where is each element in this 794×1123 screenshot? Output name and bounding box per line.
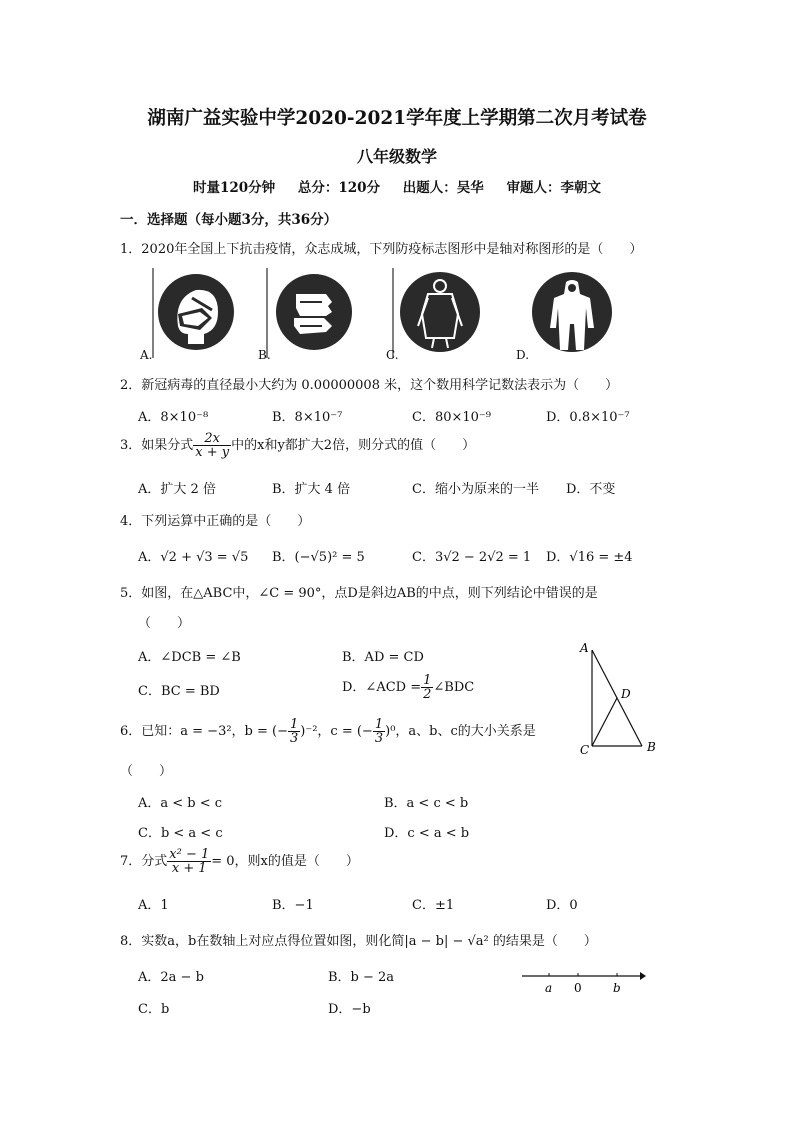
- exam-meta: [0, 176, 794, 196]
- question-3-fraction: [193, 432, 231, 459]
- question-3-fraction-numerator: 2x: [193, 432, 231, 446]
- question-7-fraction-denominator: x + 1: [171, 861, 207, 876]
- question-5-option-d-text: D．∠ACD =: [342, 680, 422, 695]
- question-8-option-b: B．b − 2a: [328, 970, 395, 985]
- mask-sign-image: [152, 268, 236, 358]
- question-4-option-d: D．√16 = ±4: [546, 550, 633, 565]
- exam-score: 总分：120分: [297, 180, 381, 196]
- question-3-stem-post: 中的x和y都扩大2倍，则分式的值（ ）: [231, 438, 476, 453]
- question-6-option-c: C．b < a < c: [138, 826, 223, 841]
- triangle-abc-figure: [574, 638, 668, 760]
- page-title: 湖南广益实验中学2020-2021学年度上学期第二次月考试卷: [147, 108, 647, 129]
- triangle-label-d: D: [621, 687, 631, 701]
- question-6-stem-pre: 6．已知：a = −3²，b = (−: [120, 724, 288, 739]
- question-5-stem: 5．如图，在△ABC中，∠C = 90°，点D是斜边AB的中点，则下列结论中错误的是: [120, 586, 598, 601]
- question-5-option-c: C．BC = BD: [138, 684, 220, 699]
- question-5-option-a: A．∠DCB = ∠B: [138, 650, 241, 665]
- question-5-option-d-tail: ∠BDC: [433, 680, 475, 695]
- question-5-option-b: B．AD = CD: [342, 650, 424, 665]
- question-6-option-b: B．a < c < b: [384, 796, 469, 811]
- question-5-answer-paren: （ ）: [138, 616, 191, 631]
- number-line-label-a: a: [545, 981, 553, 995]
- question-5-option-d-numerator: 1: [423, 673, 432, 688]
- question-7-stem: [120, 848, 359, 875]
- number-line-label-zero: 0: [574, 981, 582, 995]
- question-1-option-d-label: D.: [516, 348, 530, 362]
- question-3-option-a: A．扩大 2 倍: [138, 482, 216, 497]
- glove-sign-image: [266, 268, 358, 358]
- question-7-stem-pre: 7．分式: [120, 854, 168, 869]
- question-3-option-d: D．不变: [566, 482, 616, 497]
- exam-time: 时量120分钟: [193, 180, 276, 196]
- question-8-option-d: D．−b: [328, 1002, 371, 1017]
- triangle-label-b: B: [647, 740, 656, 754]
- exam-setter: 出题人：吴华: [402, 180, 484, 196]
- question-7-fraction-numerator: x² − 1: [169, 847, 210, 862]
- section-heading: 一．选择题（每小题3分，共36分）: [120, 212, 338, 228]
- exam-reviewer: 审题人：李朝文: [506, 180, 601, 196]
- question-5-option-d-denominator: 2: [423, 687, 432, 702]
- question-1-option-b-label: B.: [258, 348, 271, 362]
- question-6-fraction-c: [373, 718, 385, 745]
- question-3-option-c: C．缩小为原来的一半: [412, 482, 539, 497]
- question-7-fraction: [167, 848, 211, 875]
- question-7-option-b: B．−1: [272, 898, 314, 913]
- question-7-option-d: D．0: [546, 898, 578, 913]
- protective-suit-sign-image: [528, 268, 620, 358]
- question-7-option-c: C．±1: [412, 898, 455, 913]
- question-4-option-b: B．(−√5)² = 5: [272, 550, 365, 565]
- gown-sign-image: [392, 268, 484, 358]
- question-2-stem: 2．新冠病毒的直径最小大约为 0.00000008 米，这个数用科学记数法表示为（ ）: [120, 378, 619, 393]
- question-6-stem: [120, 718, 536, 745]
- question-8-option-c: C．b: [138, 1002, 170, 1017]
- number-line-label-b: b: [613, 981, 621, 995]
- question-2-option-a: A．8×10⁻⁸: [138, 410, 209, 425]
- question-1-option-a-label: A.: [140, 348, 153, 362]
- page-subtitle: 八年级数学: [356, 147, 437, 166]
- question-6-option-a: A．a < b < c: [138, 796, 223, 811]
- question-6-fraction-c-num: 1: [374, 717, 384, 732]
- question-2-option-d: D．0.8×10⁻⁷: [546, 410, 630, 425]
- question-6-fraction-b-den: 3: [290, 731, 299, 746]
- question-3-option-b: B．扩大 4 倍: [272, 482, 351, 497]
- question-7-stem-post: = 0，则x的值是（ ）: [211, 854, 359, 869]
- triangle-label-c: C: [580, 743, 590, 757]
- question-8-stem: 8．实数a，b在数轴上对应点得位置如图，则化简|a − b| − √a² 的结果是（ ）: [120, 934, 597, 949]
- number-line-figure: [520, 964, 646, 996]
- question-5-option-d: [342, 674, 474, 701]
- question-6-fraction-b: [288, 718, 300, 745]
- question-6-fraction-b-num: 1: [290, 717, 299, 732]
- triangle-label-a: A: [580, 641, 589, 655]
- question-6-stem-mid: )⁻²，c = (−: [300, 724, 373, 739]
- question-2-option-c: C．80×10⁻⁹: [412, 410, 491, 425]
- question-6-stem-post: )⁰，a、b、c的大小关系是: [385, 724, 536, 739]
- question-4-stem: 4．下列运算中正确的是（ ）: [120, 514, 311, 529]
- question-5-option-d-fraction: [421, 674, 433, 701]
- question-3-stem: [120, 432, 475, 459]
- question-8-option-a: A．2a − b: [138, 970, 204, 985]
- question-4-option-a: A．√2 + √3 = √5: [138, 550, 249, 565]
- question-4-option-c: C．3√2 − 2√2 = 1: [412, 550, 532, 565]
- question-7-option-a: A．1: [138, 898, 169, 913]
- question-3-stem-pre: 3．如果分式: [120, 438, 194, 453]
- question-6-option-d: D．c < a < b: [384, 826, 470, 841]
- question-1-option-c-label: C.: [386, 348, 399, 362]
- question-1-stem: 1．2020年全国上下抗击疫情，众志成城，下列防疫标志图形中是轴对称图形的是（ ）: [120, 242, 643, 257]
- question-6-fraction-c-den: 3: [374, 731, 384, 746]
- question-3-fraction-denominator: x + y: [195, 445, 230, 460]
- question-6-answer-paren: （ ）: [120, 764, 173, 779]
- question-2-option-b: B．8×10⁻⁷: [272, 410, 343, 425]
